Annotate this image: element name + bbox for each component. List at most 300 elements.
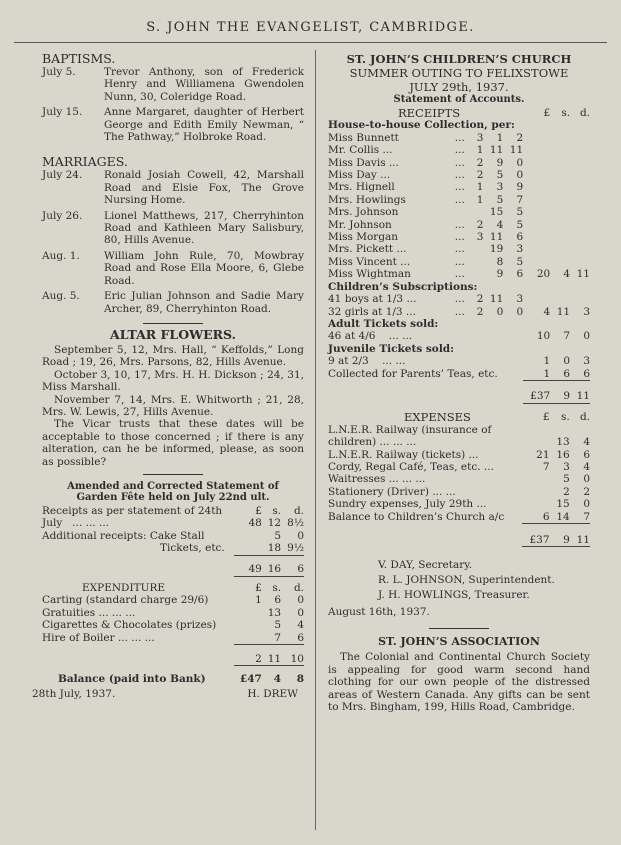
entry-text: Eric Julian Johnson and Sadie Mary Archer, 89, Cherryhinton Road. (104, 290, 304, 315)
table-row (328, 119, 590, 131)
total-pounds (523, 169, 550, 181)
total-shillings (550, 169, 570, 181)
cell-pounds (522, 473, 550, 485)
total-row (328, 390, 590, 403)
cell-pounds (471, 268, 484, 280)
outing-receipts-table (328, 107, 590, 411)
subs-heading: Children’s Subscriptions: (328, 280, 478, 293)
cell-pence: 2 (516, 131, 524, 144)
cell-shillings (550, 424, 570, 436)
total-pounds: £37 (530, 390, 551, 403)
balance-label: Balance (paid into Bank) (58, 673, 206, 686)
row-label: Waitresses ... ... ... (328, 473, 426, 486)
total-pence (570, 169, 590, 181)
table-row (328, 343, 590, 355)
cell-pounds: 3 (476, 131, 484, 144)
entry-date: July 15. (42, 106, 83, 119)
row-label: Cigarettes & Chocolates (prizes) (42, 619, 217, 632)
cell-pence: 11 (509, 144, 524, 157)
row-label-text: Miss Bunnett (328, 131, 399, 144)
cell-shillings: 11 (489, 144, 504, 157)
fete-footer (32, 688, 304, 700)
altar-flowers-heading: ALTAR FLOWERS. (110, 326, 236, 342)
cell-pounds (234, 632, 262, 645)
row-label: Gratuities ... ... ... (42, 606, 136, 619)
cell-pence: 7 (516, 193, 524, 206)
row-dots: ... (454, 268, 465, 281)
total-pounds: 20 (536, 268, 551, 281)
table-row (42, 632, 304, 645)
table-row (328, 486, 590, 498)
balance-row (42, 673, 304, 685)
total-pounds (523, 219, 550, 231)
table-row (328, 268, 590, 280)
row-label: Stationery (Driver) ... ... (328, 485, 456, 498)
cell-pounds (471, 243, 484, 255)
cell-pence: 6 (297, 631, 304, 644)
fete-signature: H. DREW (247, 687, 298, 700)
cell-shillings: 15 (556, 498, 570, 511)
table-row (42, 517, 304, 529)
cell-shillings: 5 (496, 169, 504, 182)
entry-date: July 26. (42, 209, 83, 222)
total-pence: 3 (583, 305, 590, 318)
row-label (328, 306, 471, 318)
table-row (42, 619, 304, 631)
cell-pence: 5 (516, 206, 524, 219)
baptism-entry (42, 106, 304, 143)
row-label (328, 355, 471, 367)
cell-pounds: 1 (476, 193, 484, 206)
col-pounds: £ (542, 411, 550, 424)
total-pounds: 10 (536, 330, 551, 343)
table-row (328, 107, 590, 119)
row-label: L.N.E.R. Railway (insurance of (328, 423, 492, 436)
cell-pounds (522, 436, 550, 448)
cell-pounds (471, 206, 484, 218)
row-label: Additional receipts: Cake Stall (42, 529, 205, 542)
row-label: Sundry expenses, July 29th ... (328, 498, 487, 511)
cell-pence: 0 (297, 529, 304, 542)
table-row (328, 449, 590, 461)
row-label (328, 293, 471, 305)
cell-pence: 6 (516, 268, 524, 281)
row-dots: ... (454, 131, 465, 144)
total-pounds (523, 256, 550, 268)
row-dots: ... ... ... (72, 517, 109, 530)
expenses-heading: EXPENSES (404, 410, 471, 425)
table-row (328, 306, 590, 318)
total-shillings: 7 (563, 330, 571, 343)
marriage-entry (42, 210, 304, 247)
total-row (42, 563, 304, 576)
altar-flowers-paragraph: October 3, 10, 17, Mrs. H. H. Dickson ; 24, 31, Miss Marshall. (42, 368, 304, 394)
fete-heading-line: Amended and Corrected Statement of (67, 480, 279, 492)
table-row (328, 424, 590, 436)
cell-pounds: 1 (476, 181, 484, 194)
cell-pence: 5 (516, 218, 524, 231)
header-rule (14, 42, 607, 43)
table-row (328, 461, 590, 473)
total-pence: 10 (290, 652, 304, 665)
subs-list (328, 293, 590, 318)
entry-date: Aug. 1. (42, 249, 80, 262)
cell-pounds: 2 (476, 218, 484, 231)
cell-pounds: 1 (255, 594, 262, 607)
total-pounds (523, 194, 550, 206)
cell-shillings: 6 (274, 594, 282, 607)
total-shillings: 6 (563, 367, 571, 380)
cell-pounds: 1 (476, 144, 484, 157)
cell-pence: 0 (297, 594, 304, 607)
total-pence: 6 (297, 563, 304, 576)
table-row (42, 582, 304, 594)
table-row (328, 132, 590, 144)
row-dots: ... (454, 144, 465, 157)
entry-date: July 24. (42, 169, 83, 182)
cell-pence: 3 (516, 293, 524, 306)
total-pence: 3 (583, 355, 590, 368)
row-dots: ... (454, 231, 465, 244)
cell-shillings: 18 (267, 542, 282, 555)
marriages-heading: MARRIAGES. (42, 154, 128, 170)
total-pence (570, 144, 590, 156)
total-pence (570, 231, 590, 243)
signatory-date: August 16th, 1937. (328, 606, 430, 619)
row-dots: ... (454, 181, 465, 194)
total-shillings (550, 206, 570, 218)
section-rule (143, 474, 203, 475)
row-dots: ... ... (382, 355, 406, 368)
row-dots: ... (454, 156, 465, 169)
total-row (328, 534, 590, 547)
page-header: S. JOHN THE EVANGELIST, CAMBRIDGE. (146, 20, 475, 35)
entry-text: Anne Margaret, daughter of Herbert George and Edith Emily Newman, “ The Pathway,” Holbroke Road. (104, 106, 304, 144)
total-pounds: £37 (529, 533, 550, 546)
cell-pence: 2 (583, 485, 590, 498)
row-label-text: Mrs. Pickett ... (328, 243, 407, 256)
table-row (42, 607, 304, 619)
expenses-list (328, 424, 590, 524)
entry-date: Aug. 5. (42, 290, 80, 303)
total-shillings (550, 194, 570, 206)
table-row (328, 355, 590, 367)
marriage-entry (42, 169, 304, 206)
adult-heading: Adult Tickets sold: (328, 317, 439, 330)
table-row (328, 219, 590, 231)
row-label-text: Miss Wightman (328, 268, 411, 281)
row-label-text: 41 boys at 1/3 ... (328, 293, 417, 306)
cell-pence: 3 (516, 243, 524, 256)
cell-pence: 0 (516, 156, 524, 169)
table-row (328, 318, 590, 330)
statement-label: Statement of Accounts. (393, 94, 525, 105)
total-pounds (523, 181, 550, 193)
total-pounds: 1 (543, 355, 551, 368)
table-row (42, 542, 304, 555)
total-pounds (523, 293, 550, 305)
cell-pence: 4 (297, 619, 304, 632)
row-label: Collected for Parents’ Teas, etc. (328, 367, 498, 380)
left-column (32, 51, 304, 700)
collection-heading: House-to-house Collection, per: (328, 119, 515, 132)
cell-shillings: 12 (267, 517, 282, 530)
row-label-text: July (42, 517, 63, 530)
table-row (328, 293, 590, 305)
table-row (42, 530, 304, 542)
row-label-text: Mr. Johnson (328, 218, 392, 231)
cell-pence: 6 (516, 231, 524, 244)
row-label (328, 256, 471, 268)
col-pounds: £ (255, 504, 262, 517)
cell-pence: 0 (583, 473, 590, 486)
signatories (328, 558, 590, 603)
row-label: L.N.E.R. Railway (tickets) ... (328, 448, 479, 461)
fete-receipts-table (42, 505, 304, 686)
total-pence (570, 293, 590, 305)
row-label (328, 231, 471, 243)
table-row (328, 411, 590, 423)
table-row (328, 194, 590, 206)
table-row (328, 511, 590, 524)
total-pence: 11 (576, 268, 590, 281)
row-dots: ... (454, 255, 465, 268)
total-shillings: 11 (267, 652, 282, 665)
total-pence (570, 219, 590, 231)
total-shillings (550, 293, 570, 305)
balance-shillings: 4 (273, 673, 282, 686)
total-pence: 11 (576, 390, 590, 403)
row-label-text: Miss Day ... (328, 169, 391, 182)
cell-pounds: 2 (476, 169, 484, 182)
cell-pence: 5 (516, 255, 524, 268)
cell-pounds (522, 424, 550, 436)
altar-flowers-paragraph: The Vicar trusts that these dates will be acceptable to those concerned ; if there is any alteration, can he be informed, please, as soon as possible? (42, 418, 304, 468)
cell-shillings: 7 (274, 631, 282, 644)
cell-pounds: 6 (542, 510, 550, 523)
col-pounds: £ (543, 107, 551, 119)
row-label (328, 330, 471, 342)
cell-shillings: 1 (496, 131, 504, 144)
right-column (328, 52, 590, 713)
marriage-entry (42, 290, 304, 315)
total-shillings (550, 157, 570, 169)
cell-pounds (471, 256, 484, 268)
row-label-text: Mr. Collis ... (328, 144, 393, 157)
entry-text: Trevor Anthony, son of Frederick Henry and Williamena Gwendolen Nunn, 30, Coleridge Road. (104, 66, 304, 103)
total-pence (570, 132, 590, 144)
cell-shillings: 5 (274, 529, 282, 542)
row-label (42, 517, 234, 529)
row-label-text: Mrs. Hignell (328, 181, 395, 194)
cell-shillings: 11 (489, 293, 504, 306)
row-label (328, 243, 471, 255)
row-label-text: 9 at 2/3 (328, 355, 369, 368)
total-shillings: 4 (563, 268, 571, 281)
total-pence (570, 243, 590, 255)
entry-text: William John Rule, 70, Mowbray Road and Rose Ella Moore, 6, Glebe Road. (104, 249, 304, 287)
col-shillings: s. (272, 582, 282, 594)
total-pence (570, 194, 590, 206)
total-pounds (523, 144, 550, 156)
entry-date: July 5. (42, 66, 76, 78)
total-pence: 0 (583, 330, 590, 343)
cell-shillings: 4 (496, 218, 504, 231)
total-pence (570, 181, 590, 193)
collection-list (328, 132, 590, 281)
total-shillings (550, 231, 570, 243)
baptism-entry (42, 66, 304, 103)
marriage-entry (42, 250, 304, 287)
row-label-text: Miss Davis ... (328, 156, 399, 169)
row-label (328, 206, 471, 218)
total-pence: 11 (576, 533, 590, 546)
cell-pounds: 2 (476, 293, 484, 306)
association-text: The Colonial and Continental Church Society is appealing for good warm second hand clothing for our own people of the distressed areas of Western Canada. Any gifts can be sent to Mrs. Bingham, 199, Hills Road, Cambridge. (328, 651, 590, 714)
row-label (328, 268, 471, 280)
section-rule (143, 323, 203, 324)
cell-pence: 9½ (287, 542, 304, 555)
cell-shillings: 3 (496, 181, 504, 194)
row-label (328, 157, 471, 169)
total-pence (570, 157, 590, 169)
cell-shillings: 0 (496, 305, 504, 318)
altar-flowers-paragraph: November 7, 14, Mrs. E. Whitworth ; 21, 28, Mrs. W. Lewis, 27, Hills Avenue. (42, 393, 304, 418)
total-shillings: 9 (563, 533, 570, 546)
col-shillings: s. (561, 411, 570, 424)
entry-text: Ronald Josiah Cowell, 42, Marshall Road and Elsie Fox, The Grove Nursing Home. (104, 169, 304, 207)
row-label: Hire of Boiler ... ... ... (42, 631, 155, 644)
cell-pounds: 2 (476, 156, 484, 169)
row-label-text: Mrs. Johnson (328, 206, 399, 219)
row-dots: ... (454, 193, 465, 206)
outing-date: JULY 29th, 1937. (409, 80, 509, 94)
row-label: Tickets, etc. (160, 542, 225, 555)
row-label (328, 219, 471, 231)
row-label (328, 144, 471, 156)
col-pence: d. (579, 411, 590, 424)
total-shillings: 0 (563, 355, 571, 368)
table-row (328, 243, 590, 255)
row-label: Carting (standard charge 29/6) (42, 594, 209, 607)
cell-pounds (234, 542, 262, 555)
cell-pounds (234, 530, 262, 542)
table-row (328, 256, 590, 268)
row-label (328, 181, 471, 193)
total-shillings (550, 144, 570, 156)
total-pounds: 1 (543, 367, 551, 380)
total-pounds: 4 (543, 305, 551, 318)
row-label: Balance to Children’s Church a/c (328, 510, 505, 523)
table-row (328, 181, 590, 193)
row-dots: ... (454, 243, 465, 256)
total-pounds: 49 (248, 563, 262, 576)
total-shillings (550, 243, 570, 255)
row-dots: ... (454, 305, 465, 318)
total-shillings (550, 181, 570, 193)
table-row (328, 498, 590, 510)
row-label-text: Miss Vincent ... (328, 255, 411, 268)
cell-pence: 4 (583, 460, 590, 473)
table-row (328, 157, 590, 169)
outing-subheading: SUMMER OUTING TO FELIXSTOWE (349, 66, 569, 80)
cell-shillings: 9 (496, 156, 504, 169)
row-dots: ... (454, 218, 465, 231)
receipts-label: Receipts as per statement of 24th (42, 504, 223, 517)
altar-flowers-paragraph: September 5, 12, Mrs. Hall, “ Keffolds,” Long Road ; 19, 26, Mrs. Parsons, 82, Hills Avenue. (42, 343, 304, 369)
total-pounds (523, 157, 550, 169)
cell-shillings: 15 (489, 206, 504, 219)
table-row (42, 594, 304, 606)
row-label (328, 194, 471, 206)
total-pounds (523, 206, 550, 218)
cell-pence: 0 (583, 498, 590, 511)
cell-pounds: 21 (536, 448, 550, 461)
signatory: J. H. HOWLINGS, Treasurer. (378, 589, 530, 602)
childrens-church-heading: ST. JOHN’S CHILDREN’S CHURCH (346, 52, 572, 66)
cell-shillings: 5 (563, 473, 570, 486)
cell-shillings: 5 (274, 619, 282, 632)
balance-pounds: £47 (239, 673, 262, 686)
cell-pounds: 2 (476, 305, 484, 318)
cell-pence: 0 (297, 606, 304, 619)
cell-pence: 0 (516, 305, 524, 318)
cell-shillings: 14 (556, 510, 570, 523)
cell-shillings: 16 (556, 448, 570, 461)
total-pence: 6 (583, 367, 590, 380)
row-label-text: Mrs. Howlings (328, 193, 406, 206)
cell-shillings: 9 (496, 268, 504, 281)
cell-shillings: 2 (563, 485, 570, 498)
total-pence (570, 206, 590, 218)
col-pence: d. (293, 582, 304, 594)
column-divider (315, 50, 316, 830)
total-pounds (523, 243, 550, 255)
total-shillings: 16 (267, 563, 282, 576)
total-pounds (523, 231, 550, 243)
cell-pence: 8½ (287, 517, 304, 530)
outing-expenses-table (328, 411, 590, 552)
table-row (328, 436, 590, 448)
cell-pence (570, 424, 590, 436)
total-shillings (550, 132, 570, 144)
cell-pence: 6 (583, 448, 590, 461)
col-pence: d. (293, 504, 304, 517)
signatory: R. L. JOHNSON, Superintendent. (378, 574, 555, 587)
row-label-text: 32 girls at 1/3 ... (328, 305, 416, 318)
table-row (328, 206, 590, 218)
cell-pounds: 7 (542, 460, 550, 473)
col-shillings: s. (272, 504, 282, 517)
cell-pence: 9 (516, 181, 524, 194)
row-dots: ... (454, 169, 465, 182)
cell-shillings: 13 (267, 606, 282, 619)
table-row (328, 281, 590, 293)
section-rule (429, 628, 489, 629)
table-row (328, 473, 590, 485)
total-pounds (523, 132, 550, 144)
balance-pence: 8 (296, 673, 304, 686)
total-shillings: 11 (556, 305, 571, 318)
table-row (328, 368, 590, 381)
fete-date: 28th July, 1937. (32, 687, 116, 700)
total-row (42, 653, 304, 666)
row-dots: ... (454, 293, 465, 306)
table-row (42, 555, 304, 563)
cell-shillings: 3 (563, 460, 570, 473)
cell-pounds (234, 619, 262, 631)
total-shillings (550, 256, 570, 268)
